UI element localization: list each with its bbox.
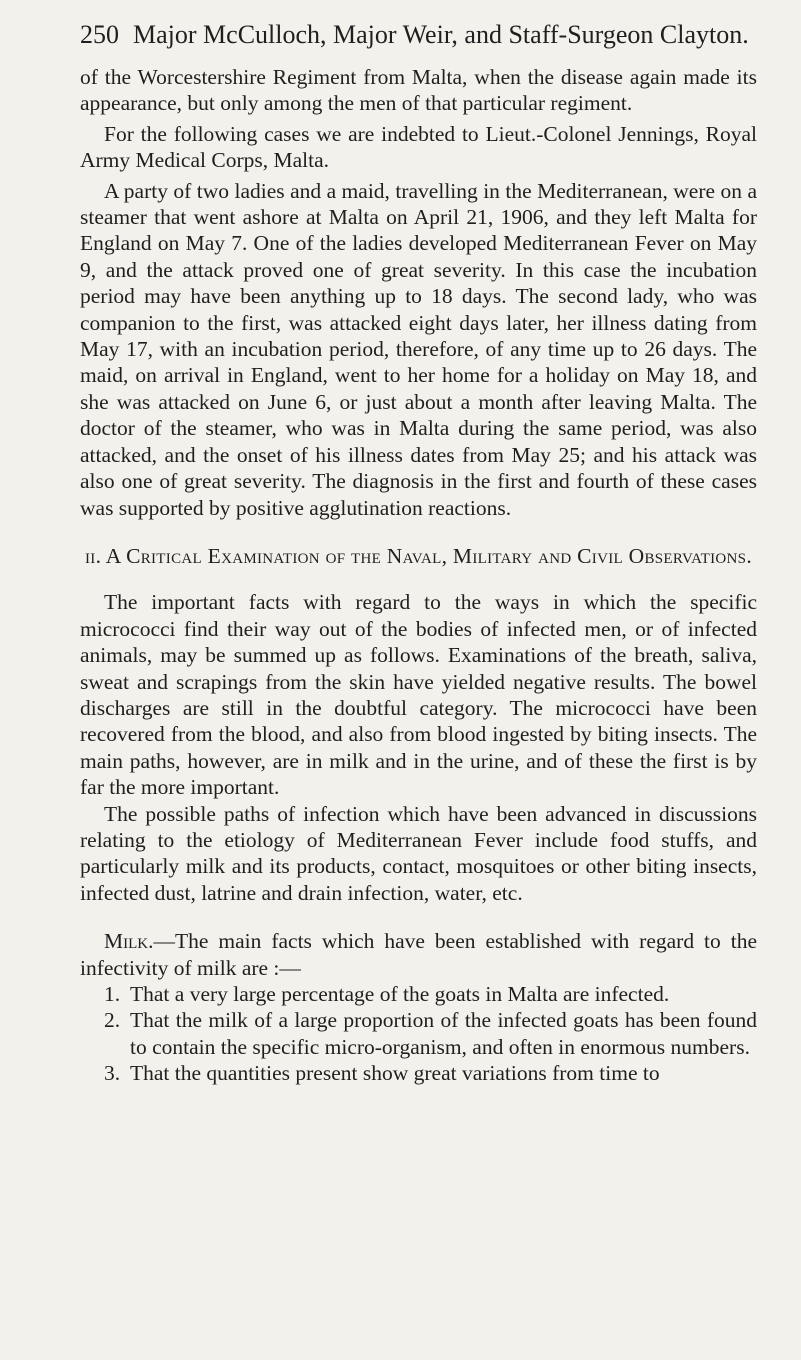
page-number: 250 bbox=[80, 20, 119, 49]
paragraph-paths: The possible paths of infection which have been advanced in discussions relating to the etiology of Mediterranean Fever include food stuffs, and particularly milk and its products, contact, mosquitoes or other biting insects, infected dust, latrine and drain infection, water, etc. bbox=[80, 801, 757, 905]
paragraph-milk bbox=[80, 928, 757, 981]
milk-label: Milk. bbox=[104, 929, 154, 954]
running-head bbox=[80, 20, 757, 50]
list-item: 1. That a very large percentage of the goats in Malta are infected. bbox=[104, 982, 670, 1006]
paragraph-continuation: of the Worcestershire Regiment from Malta, when the disease again made its appearance, but only among the men of that particular regiment. bbox=[80, 65, 757, 116]
milk-intro: —The main facts which have been established with regard to the infectivity of milk are :— bbox=[80, 929, 757, 980]
list-item: 2. That the milk of a large proportion of the infected goats has been found to contain the specific micro-organism, and often in enormous numbers. bbox=[104, 1008, 757, 1059]
section-heading: ii. A Critical Examination of the Naval, Military and Civil Observations. bbox=[85, 543, 752, 568]
list-item: 3. That the quantities present show great variations from time to bbox=[104, 1061, 660, 1086]
milk-facts-list bbox=[80, 981, 757, 1087]
paragraph-facts: The important facts with regard to the ways in which the specific micrococci find their way out of the bodies of infected men, or of infected animals, may be summed up as follows. Examinations of the breath, saliva, sweat and scrapings from the skin have yielded negative results. The bowel discharges are still in the doubtful category. The micrococci have been recovered from the blood, and also from blood ingested by biting insects. The main paths, however, are in milk and in the urine, and of these the first is by far the more important. bbox=[80, 590, 757, 800]
running-title: Major McCulloch, Major Weir, and Staff-Surgeon Clayton. bbox=[133, 20, 749, 49]
paragraph-cases: A party of two ladies and a maid, travelling in the Mediterranean, were on a steamer that went ashore at Malta on April 21, 1906, and they left Malta for England on May 7. One of the ladies developed Mediterranean Fever on May 9, and the attack proved one of great severity. In this case the incubation period may have been anything up to 18 days. The second lady, who was companion to the first, was attacked eight days later, her illness dating from May 17, with an incubation period, therefore, of any time up to 26 days. The maid, on arrival in England, went to her home for a holiday on May 18, and she was attacked on June 6, or just about a month after leaving Malta. The doctor of the steamer, who was in Malta during the same period, was also attacked, and the onset of his illness dates from May 25; and his attack was also one of great severity. The diagnosis in the first and fourth of these cases was supported by positive agglutination reactions. bbox=[80, 178, 757, 520]
paragraph-acknowledgement: For the following cases we are indebted to Lieut.-Colonel Jennings, Royal Army Medical Corps, Malta. bbox=[80, 121, 757, 173]
